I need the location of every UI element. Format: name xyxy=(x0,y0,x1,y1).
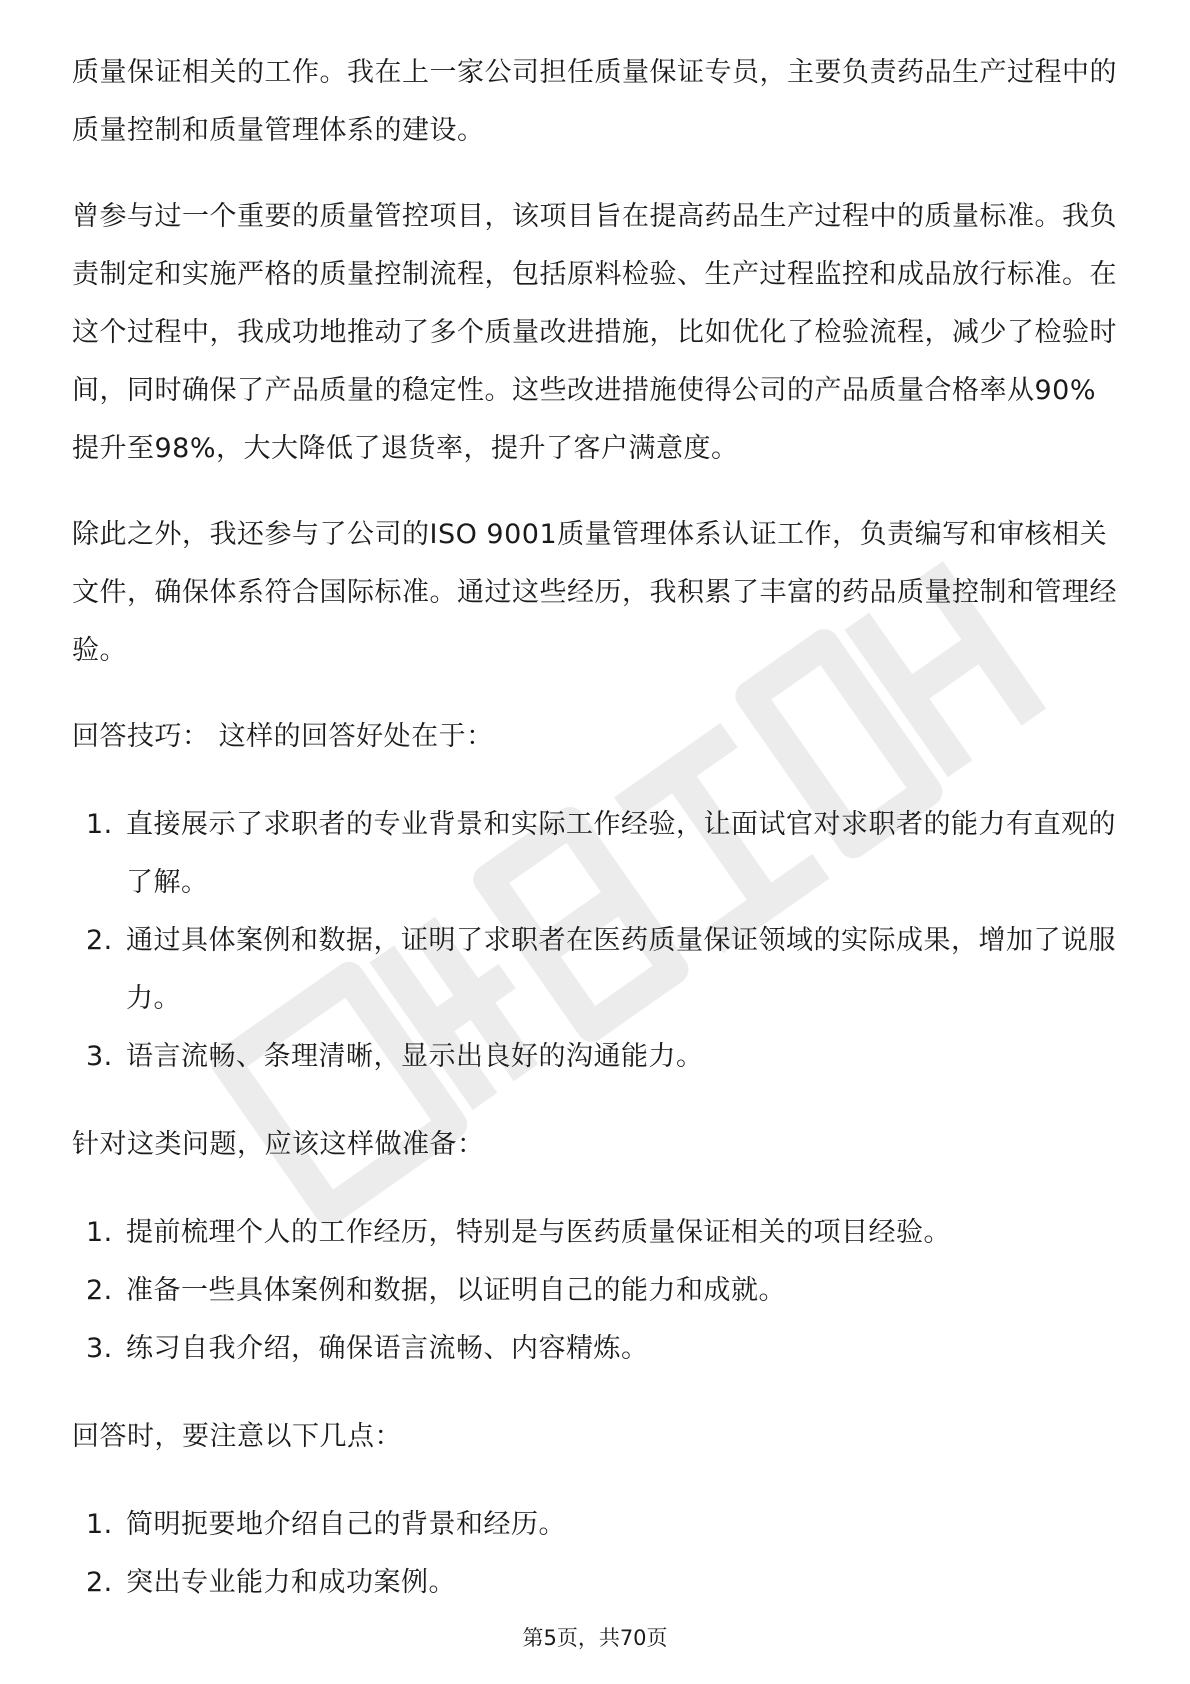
notes-heading: 回答时，要注意以下几点： xyxy=(72,1421,402,1452)
list-item xyxy=(72,1262,1122,1320)
list-number: 3. xyxy=(86,1041,113,1072)
list-text: 语言流畅、条理清晰，显示出良好的沟通能力。 xyxy=(126,1041,704,1072)
list-number: 1. xyxy=(86,1217,113,1248)
list-item xyxy=(72,1204,1122,1262)
notes-list xyxy=(72,1496,1122,1612)
list-number: 1. xyxy=(86,1509,113,1540)
intro-paragraph-2: 曾参与过一个重要的质量管控项目，该项目旨在提高药品生产过程中的质量标准。我负责制定和实施严格的质量控制流程，包括原料检验、生产过程监控和成品放行标准。在这个过程中，我成功地推动了多个质量改进措施，比如优化了检验流程，减少了检验时间，同时确保了产品质量的稳定性。这些改进措施使得公司的产品质量合格率从90%提升至98%，大大降低了退货率，提升了客户满意度。 xyxy=(72,201,1117,464)
tips-list xyxy=(72,796,1122,1086)
intro-paragraph-1: 质量保证相关的工作。我在上一家公司担任质量保证专员，主要负责药品生产过程中的质量控制和质量管理体系的建设。 xyxy=(72,57,1117,146)
list-text: 突出专业能力和成功案例。 xyxy=(126,1567,456,1598)
tips-heading: 回答技巧： 这样的回答好处在于： xyxy=(72,721,494,752)
list-text: 通过具体案例和数据，证明了求职者在医药质量保证领域的实际成果，增加了说服力。 xyxy=(126,925,1116,1014)
prepare-heading: 针对这类问题，应该这样做准备： xyxy=(72,1129,485,1160)
list-number: 3. xyxy=(86,1333,113,1364)
document-page xyxy=(72,44,1122,1642)
list-text: 简明扼要地介绍自己的背景和经历。 xyxy=(126,1509,566,1540)
page-number: 第5页，共70页 xyxy=(522,1626,668,1650)
list-item xyxy=(72,912,1122,1028)
list-item xyxy=(72,1496,1122,1554)
list-item xyxy=(72,1028,1122,1086)
list-number: 2. xyxy=(86,1567,113,1598)
list-text: 提前梳理个人的工作经历，特别是与医药质量保证相关的项目经验。 xyxy=(126,1217,951,1248)
list-number: 1. xyxy=(86,809,113,840)
list-text: 直接展示了求职者的专业背景和实际工作经验，让面试官对求职者的能力有直观的了解。 xyxy=(126,809,1116,898)
list-item xyxy=(72,1320,1122,1378)
list-text: 练习自我介绍，确保语言流畅、内容精炼。 xyxy=(126,1333,649,1364)
list-text: 准备一些具体案例和数据，以证明自己的能力和成就。 xyxy=(126,1275,786,1306)
list-item xyxy=(72,796,1122,912)
list-item xyxy=(72,1554,1122,1612)
prepare-list xyxy=(72,1204,1122,1378)
list-number: 2. xyxy=(86,925,113,956)
list-number: 2. xyxy=(86,1275,113,1306)
intro-paragraph-3: 除此之外，我还参与了公司的ISO 9001质量管理体系认证工作，负责编写和审核相关文件，确保体系符合国际标准。通过这些经历，我积累了丰富的药品质量控制和管理经验。 xyxy=(72,519,1117,666)
